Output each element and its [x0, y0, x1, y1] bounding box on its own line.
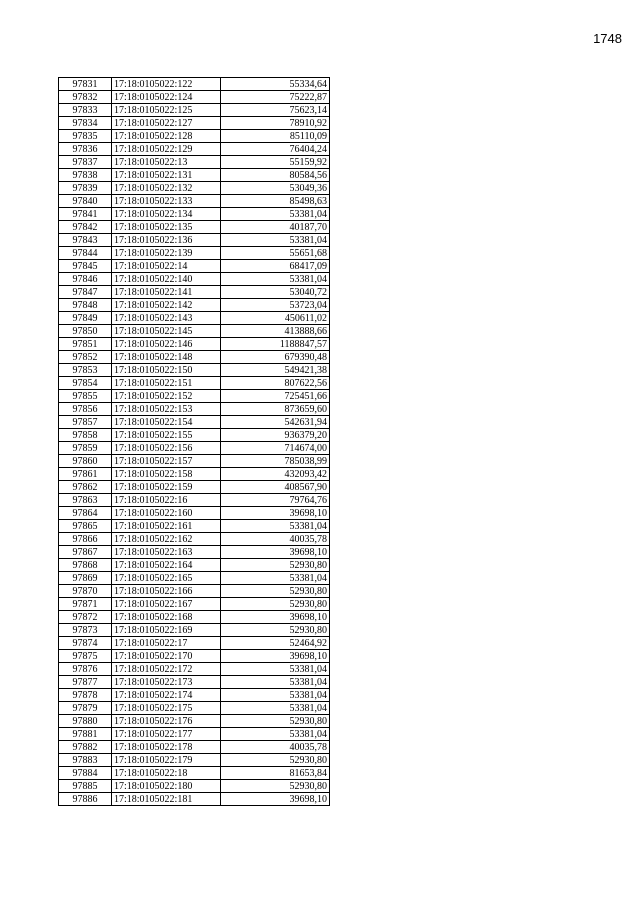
cadastral-number-cell: 17:18:0105022:168	[112, 611, 221, 624]
table-row	[59, 663, 330, 676]
row-number-cell: 97832	[59, 91, 112, 104]
value-cell: 39698,10	[221, 793, 330, 806]
value-cell: 53040,72	[221, 286, 330, 299]
table-row	[59, 611, 330, 624]
table-row	[59, 637, 330, 650]
value-cell: 55651,68	[221, 247, 330, 260]
data-table	[58, 77, 330, 806]
value-cell: 53381,04	[221, 702, 330, 715]
table-row	[59, 429, 330, 442]
table-row	[59, 793, 330, 806]
table-row	[59, 780, 330, 793]
cadastral-number-cell: 17:18:0105022:139	[112, 247, 221, 260]
row-number-cell: 97833	[59, 104, 112, 117]
table-row	[59, 481, 330, 494]
row-number-cell: 97867	[59, 546, 112, 559]
table-row	[59, 520, 330, 533]
table-row	[59, 715, 330, 728]
table-row	[59, 78, 330, 91]
value-cell: 75222,87	[221, 91, 330, 104]
table-row	[59, 624, 330, 637]
table-row	[59, 559, 330, 572]
cadastral-number-cell: 17:18:0105022:176	[112, 715, 221, 728]
table-row	[59, 169, 330, 182]
row-number-cell: 97873	[59, 624, 112, 637]
table-row	[59, 338, 330, 351]
cadastral-number-cell: 17:18:0105022:172	[112, 663, 221, 676]
cadastral-number-cell: 17:18:0105022:161	[112, 520, 221, 533]
cadastral-number-cell: 17:18:0105022:150	[112, 364, 221, 377]
table-row	[59, 91, 330, 104]
table-row	[59, 676, 330, 689]
row-number-cell: 97843	[59, 234, 112, 247]
table-row	[59, 130, 330, 143]
value-cell: 785038,99	[221, 455, 330, 468]
table-row	[59, 182, 330, 195]
row-number-cell: 97854	[59, 377, 112, 390]
cadastral-number-cell: 17:18:0105022:167	[112, 598, 221, 611]
cadastral-number-cell: 17:18:0105022:178	[112, 741, 221, 754]
cadastral-number-cell: 17:18:0105022:158	[112, 468, 221, 481]
row-number-cell: 97835	[59, 130, 112, 143]
cadastral-number-cell: 17:18:0105022:175	[112, 702, 221, 715]
table-row	[59, 728, 330, 741]
value-cell: 53723,04	[221, 299, 330, 312]
value-cell: 714674,00	[221, 442, 330, 455]
cadastral-number-cell: 17:18:0105022:134	[112, 208, 221, 221]
table-row	[59, 585, 330, 598]
cadastral-number-cell: 17:18:0105022:163	[112, 546, 221, 559]
cadastral-number-cell: 17:18:0105022:132	[112, 182, 221, 195]
value-cell: 40035,78	[221, 741, 330, 754]
cadastral-number-cell: 17:18:0105022:165	[112, 572, 221, 585]
row-number-cell: 97860	[59, 455, 112, 468]
value-cell: 53381,04	[221, 663, 330, 676]
row-number-cell: 97876	[59, 663, 112, 676]
table-row	[59, 312, 330, 325]
row-number-cell: 97856	[59, 403, 112, 416]
cadastral-number-cell: 17:18:0105022:152	[112, 390, 221, 403]
table-row	[59, 416, 330, 429]
value-cell: 53381,04	[221, 273, 330, 286]
cadastral-number-cell: 17:18:0105022:156	[112, 442, 221, 455]
row-number-cell: 97868	[59, 559, 112, 572]
cadastral-number-cell: 17:18:0105022:17	[112, 637, 221, 650]
row-number-cell: 97881	[59, 728, 112, 741]
row-number-cell: 97879	[59, 702, 112, 715]
row-number-cell: 97872	[59, 611, 112, 624]
value-cell: 450611,02	[221, 312, 330, 325]
cadastral-number-cell: 17:18:0105022:131	[112, 169, 221, 182]
table-row	[59, 195, 330, 208]
row-number-cell: 97886	[59, 793, 112, 806]
cadastral-number-cell: 17:18:0105022:136	[112, 234, 221, 247]
value-cell: 55334,64	[221, 78, 330, 91]
value-cell: 679390,48	[221, 351, 330, 364]
value-cell: 52930,80	[221, 754, 330, 767]
row-number-cell: 97861	[59, 468, 112, 481]
row-number-cell: 97858	[59, 429, 112, 442]
row-number-cell: 97870	[59, 585, 112, 598]
value-cell: 725451,66	[221, 390, 330, 403]
cadastral-number-cell: 17:18:0105022:164	[112, 559, 221, 572]
value-cell: 53381,04	[221, 234, 330, 247]
row-number-cell: 97848	[59, 299, 112, 312]
table-row	[59, 754, 330, 767]
cadastral-number-cell: 17:18:0105022:177	[112, 728, 221, 741]
cadastral-number-cell: 17:18:0105022:148	[112, 351, 221, 364]
cadastral-number-cell: 17:18:0105022:141	[112, 286, 221, 299]
table-row	[59, 351, 330, 364]
table-row	[59, 208, 330, 221]
row-number-cell: 97838	[59, 169, 112, 182]
table-row	[59, 390, 330, 403]
row-number-cell: 97836	[59, 143, 112, 156]
cadastral-number-cell: 17:18:0105022:122	[112, 78, 221, 91]
row-number-cell: 97877	[59, 676, 112, 689]
value-cell: 53381,04	[221, 520, 330, 533]
value-cell: 79764,76	[221, 494, 330, 507]
row-number-cell: 97855	[59, 390, 112, 403]
table-row	[59, 468, 330, 481]
row-number-cell: 97863	[59, 494, 112, 507]
value-cell: 40035,78	[221, 533, 330, 546]
value-cell: 68417,09	[221, 260, 330, 273]
cadastral-number-cell: 17:18:0105022:128	[112, 130, 221, 143]
value-cell: 81653,84	[221, 767, 330, 780]
value-cell: 873659,60	[221, 403, 330, 416]
table-row	[59, 494, 330, 507]
table-row	[59, 533, 330, 546]
value-cell: 432093,42	[221, 468, 330, 481]
row-number-cell: 97874	[59, 637, 112, 650]
cadastral-number-cell: 17:18:0105022:124	[112, 91, 221, 104]
row-number-cell: 97846	[59, 273, 112, 286]
value-cell: 53049,36	[221, 182, 330, 195]
cadastral-number-cell: 17:18:0105022:159	[112, 481, 221, 494]
row-number-cell: 97883	[59, 754, 112, 767]
row-number-cell: 97871	[59, 598, 112, 611]
table-row	[59, 273, 330, 286]
value-cell: 75623,14	[221, 104, 330, 117]
row-number-cell: 97885	[59, 780, 112, 793]
page-number: 1748	[593, 31, 622, 46]
value-cell: 39698,10	[221, 650, 330, 663]
value-cell: 85110,09	[221, 130, 330, 143]
table-row	[59, 507, 330, 520]
row-number-cell: 97837	[59, 156, 112, 169]
row-number-cell: 97849	[59, 312, 112, 325]
row-number-cell: 97834	[59, 117, 112, 130]
value-cell: 936379,20	[221, 429, 330, 442]
table-row	[59, 234, 330, 247]
cadastral-number-cell: 17:18:0105022:153	[112, 403, 221, 416]
row-number-cell: 97831	[59, 78, 112, 91]
table-row	[59, 546, 330, 559]
cadastral-number-cell: 17:18:0105022:16	[112, 494, 221, 507]
value-cell: 80584,56	[221, 169, 330, 182]
row-number-cell: 97839	[59, 182, 112, 195]
value-cell: 52464,92	[221, 637, 330, 650]
row-number-cell: 97844	[59, 247, 112, 260]
table-row	[59, 104, 330, 117]
table-row	[59, 325, 330, 338]
table-row	[59, 221, 330, 234]
value-cell: 408567,90	[221, 481, 330, 494]
cadastral-number-cell: 17:18:0105022:170	[112, 650, 221, 663]
row-number-cell: 97875	[59, 650, 112, 663]
value-cell: 52930,80	[221, 780, 330, 793]
row-number-cell: 97864	[59, 507, 112, 520]
cadastral-number-cell: 17:18:0105022:174	[112, 689, 221, 702]
table-row	[59, 689, 330, 702]
table-row	[59, 299, 330, 312]
cadastral-number-cell: 17:18:0105022:145	[112, 325, 221, 338]
value-cell: 55159,92	[221, 156, 330, 169]
cadastral-number-cell: 17:18:0105022:127	[112, 117, 221, 130]
value-cell: 40187,70	[221, 221, 330, 234]
table-row	[59, 403, 330, 416]
cadastral-number-cell: 17:18:0105022:160	[112, 507, 221, 520]
cadastral-number-cell: 17:18:0105022:14	[112, 260, 221, 273]
cadastral-number-cell: 17:18:0105022:154	[112, 416, 221, 429]
cadastral-number-cell: 17:18:0105022:166	[112, 585, 221, 598]
value-cell: 85498,63	[221, 195, 330, 208]
table-row	[59, 741, 330, 754]
table-row	[59, 442, 330, 455]
table-row	[59, 364, 330, 377]
row-number-cell: 97865	[59, 520, 112, 533]
cadastral-number-cell: 17:18:0105022:162	[112, 533, 221, 546]
value-cell: 53381,04	[221, 728, 330, 741]
row-number-cell: 97850	[59, 325, 112, 338]
cadastral-number-cell: 17:18:0105022:140	[112, 273, 221, 286]
value-cell: 542631,94	[221, 416, 330, 429]
table-row	[59, 143, 330, 156]
row-number-cell: 97840	[59, 195, 112, 208]
cadastral-number-cell: 17:18:0105022:125	[112, 104, 221, 117]
row-number-cell: 97859	[59, 442, 112, 455]
value-cell: 39698,10	[221, 546, 330, 559]
row-number-cell: 97878	[59, 689, 112, 702]
value-cell: 39698,10	[221, 507, 330, 520]
table-row	[59, 650, 330, 663]
row-number-cell: 97851	[59, 338, 112, 351]
value-cell: 76404,24	[221, 143, 330, 156]
value-cell: 807622,56	[221, 377, 330, 390]
value-cell: 413888,66	[221, 325, 330, 338]
row-number-cell: 97847	[59, 286, 112, 299]
row-number-cell: 97853	[59, 364, 112, 377]
table-body	[59, 78, 330, 806]
row-number-cell: 97884	[59, 767, 112, 780]
row-number-cell: 97862	[59, 481, 112, 494]
cadastral-number-cell: 17:18:0105022:143	[112, 312, 221, 325]
value-cell: 53381,04	[221, 208, 330, 221]
cadastral-number-cell: 17:18:0105022:146	[112, 338, 221, 351]
table-row	[59, 117, 330, 130]
table-row	[59, 156, 330, 169]
value-cell: 52930,80	[221, 624, 330, 637]
row-number-cell: 97845	[59, 260, 112, 273]
value-cell: 52930,80	[221, 598, 330, 611]
cadastral-number-cell: 17:18:0105022:180	[112, 780, 221, 793]
row-number-cell: 97866	[59, 533, 112, 546]
table-row	[59, 455, 330, 468]
cadastral-number-cell: 17:18:0105022:142	[112, 299, 221, 312]
value-cell: 52930,80	[221, 585, 330, 598]
value-cell: 53381,04	[221, 689, 330, 702]
value-cell: 53381,04	[221, 676, 330, 689]
row-number-cell: 97880	[59, 715, 112, 728]
value-cell: 52930,80	[221, 715, 330, 728]
table-row	[59, 598, 330, 611]
value-cell: 52930,80	[221, 559, 330, 572]
cadastral-number-cell: 17:18:0105022:181	[112, 793, 221, 806]
value-cell: 53381,04	[221, 572, 330, 585]
cadastral-number-cell: 17:18:0105022:173	[112, 676, 221, 689]
value-cell: 549421,38	[221, 364, 330, 377]
table-row	[59, 572, 330, 585]
cadastral-number-cell: 17:18:0105022:135	[112, 221, 221, 234]
cadastral-number-cell: 17:18:0105022:155	[112, 429, 221, 442]
value-cell: 78910,92	[221, 117, 330, 130]
table-row	[59, 767, 330, 780]
cadastral-number-cell: 17:18:0105022:133	[112, 195, 221, 208]
row-number-cell: 97857	[59, 416, 112, 429]
row-number-cell: 97869	[59, 572, 112, 585]
row-number-cell: 97841	[59, 208, 112, 221]
cadastral-number-cell: 17:18:0105022:169	[112, 624, 221, 637]
row-number-cell: 97852	[59, 351, 112, 364]
cadastral-number-cell: 17:18:0105022:157	[112, 455, 221, 468]
cadastral-number-cell: 17:18:0105022:13	[112, 156, 221, 169]
cadastral-number-cell: 17:18:0105022:151	[112, 377, 221, 390]
table-row	[59, 247, 330, 260]
table-row	[59, 286, 330, 299]
table-row	[59, 702, 330, 715]
cadastral-number-cell: 17:18:0105022:179	[112, 754, 221, 767]
table-row	[59, 260, 330, 273]
table-row	[59, 377, 330, 390]
value-cell: 39698,10	[221, 611, 330, 624]
row-number-cell: 97882	[59, 741, 112, 754]
value-cell: 1188847,57	[221, 338, 330, 351]
cadastral-number-cell: 17:18:0105022:129	[112, 143, 221, 156]
cadastral-number-cell: 17:18:0105022:18	[112, 767, 221, 780]
row-number-cell: 97842	[59, 221, 112, 234]
